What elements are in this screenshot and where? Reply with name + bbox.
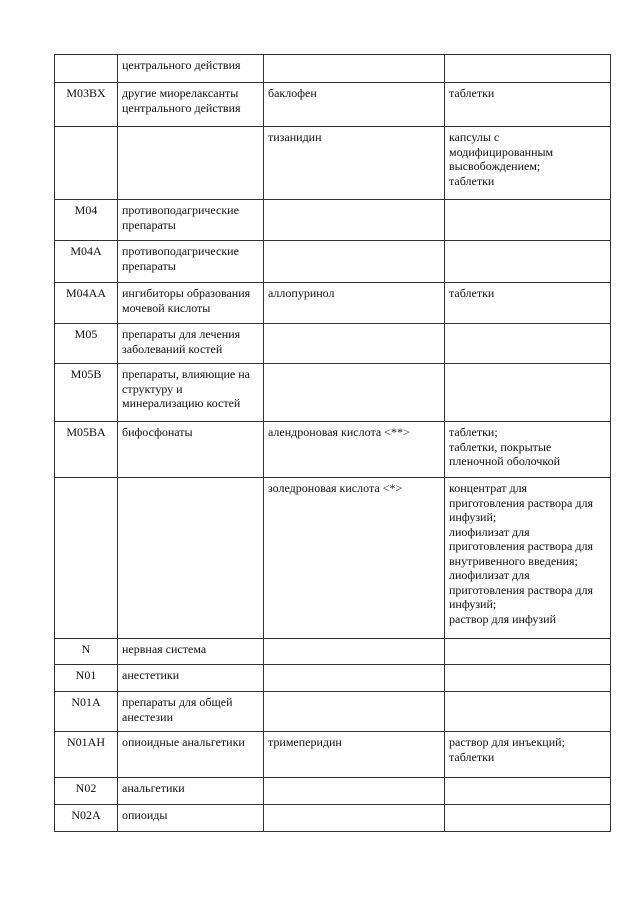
atc-code-cell: N01A [55, 692, 118, 732]
drug-name-cell: тизанидин [264, 127, 445, 200]
atc-code-cell [55, 55, 118, 83]
dosage-form-cell [445, 639, 611, 665]
atc-code-cell: M05BA [55, 422, 118, 478]
table-row [55, 805, 611, 832]
table-row [55, 665, 611, 692]
atc-code-cell: M05 [55, 324, 118, 364]
pharmacological-group-cell: опиоидные анальгетики [118, 732, 264, 778]
dosage-form-cell [445, 324, 611, 364]
table-row [55, 55, 611, 83]
document-page [54, 54, 610, 832]
dosage-form-cell: таблетки [445, 83, 611, 127]
drug-name-cell [264, 324, 445, 364]
drug-name-cell [264, 200, 445, 241]
dosage-form-cell [445, 692, 611, 732]
pharmacological-group-cell: противоподагрические препараты [118, 241, 264, 283]
table-row [55, 422, 611, 478]
atc-code-cell: M03BX [55, 83, 118, 127]
drug-name-cell [264, 805, 445, 832]
pharmacological-group-cell: другие миорелаксанты центрального действия [118, 83, 264, 127]
drug-classification-table [54, 54, 611, 832]
table-row [55, 283, 611, 324]
drug-name-cell [264, 639, 445, 665]
dosage-form-cell: таблетки [445, 283, 611, 324]
pharmacological-group-cell: препараты, влияющие на структуру и минерализацию костей [118, 364, 264, 422]
pharmacological-group-cell [118, 127, 264, 200]
drug-name-cell: золедроновая кислота <*> [264, 478, 445, 639]
atc-code-cell: M04AA [55, 283, 118, 324]
table-row [55, 639, 611, 665]
atc-code-cell: N [55, 639, 118, 665]
pharmacological-group-cell: нервная система [118, 639, 264, 665]
drug-name-cell: тримеперидин [264, 732, 445, 778]
dosage-form-cell [445, 665, 611, 692]
atc-code-cell [55, 478, 118, 639]
dosage-form-cell: раствор для инъекций; таблетки [445, 732, 611, 778]
pharmacological-group-cell: ингибиторы образования мочевой кислоты [118, 283, 264, 324]
atc-code-cell: M04 [55, 200, 118, 241]
table-row [55, 478, 611, 639]
table-row [55, 324, 611, 364]
drug-name-cell: алендроновая кислота <**> [264, 422, 445, 478]
atc-code-cell: M05B [55, 364, 118, 422]
table-row [55, 732, 611, 778]
pharmacological-group-cell: препараты для лечения заболеваний костей [118, 324, 264, 364]
drug-name-cell [264, 241, 445, 283]
atc-code-cell: N02A [55, 805, 118, 832]
atc-code-cell: N01 [55, 665, 118, 692]
pharmacological-group-cell: центрального действия [118, 55, 264, 83]
atc-code-cell [55, 127, 118, 200]
drug-name-cell [264, 55, 445, 83]
drug-name-cell: баклофен [264, 83, 445, 127]
pharmacological-group-cell: препараты для общей анестезии [118, 692, 264, 732]
atc-code-cell: N02 [55, 778, 118, 805]
pharmacological-group-cell: опиоиды [118, 805, 264, 832]
table-row [55, 200, 611, 241]
table-row [55, 778, 611, 805]
dosage-form-cell [445, 241, 611, 283]
pharmacological-group-cell: бифосфонаты [118, 422, 264, 478]
drug-name-cell [264, 692, 445, 732]
table-row [55, 83, 611, 127]
pharmacological-group-cell: анестетики [118, 665, 264, 692]
dosage-form-cell [445, 55, 611, 83]
dosage-form-cell [445, 364, 611, 422]
pharmacological-group-cell: анальгетики [118, 778, 264, 805]
dosage-form-cell [445, 778, 611, 805]
dosage-form-cell: капсулы с модифицированным высвобождением; таблетки [445, 127, 611, 200]
dosage-form-cell: концентрат для приготовления раствора для инфузий; лиофилизат для приготовления раствора для внутривенного введения; лиофилизат для приготовления раствора для инфузий; раствор для инфузий [445, 478, 611, 639]
table-row [55, 127, 611, 200]
drug-name-cell [264, 665, 445, 692]
drug-name-cell [264, 778, 445, 805]
dosage-form-cell: таблетки; таблетки, покрытые пленочной оболочкой [445, 422, 611, 478]
atc-code-cell: M04A [55, 241, 118, 283]
dosage-form-cell [445, 805, 611, 832]
pharmacological-group-cell: противоподагрические препараты [118, 200, 264, 241]
table-row [55, 364, 611, 422]
dosage-form-cell [445, 200, 611, 241]
drug-name-cell: аллопуринол [264, 283, 445, 324]
pharmacological-group-cell [118, 478, 264, 639]
table-row [55, 692, 611, 732]
drug-name-cell [264, 364, 445, 422]
table-row [55, 241, 611, 283]
atc-code-cell: N01AH [55, 732, 118, 778]
